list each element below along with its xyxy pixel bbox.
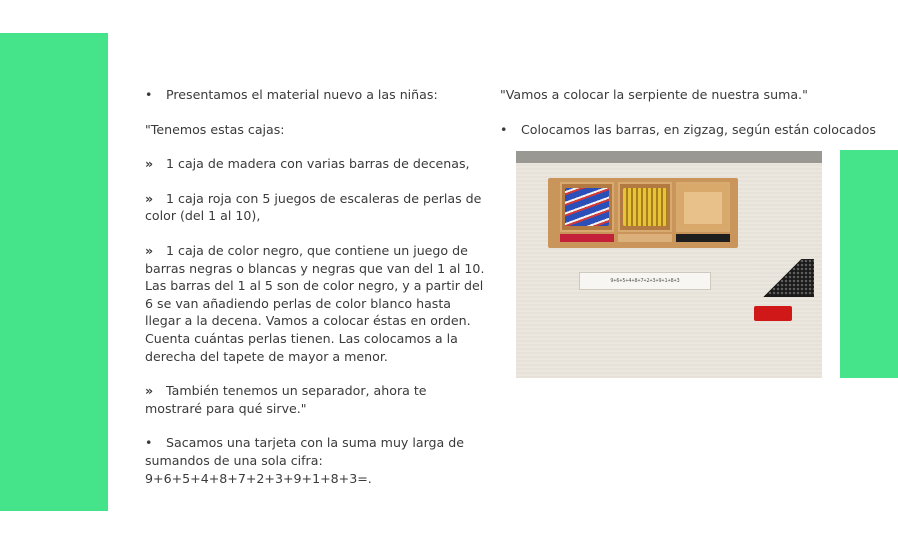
paragraph-black-box — [145, 242, 487, 365]
paragraph-snake-quote: "Vamos a colocar la serpiente de nuestra suma." — [500, 87, 808, 102]
bullet-icon: • — [145, 87, 153, 102]
gold-ten-bars — [623, 188, 667, 226]
bullet-icon: • — [145, 435, 153, 451]
colored-bead-box — [560, 182, 614, 232]
photo-wall — [516, 151, 822, 163]
double-arrow-icon: » — [145, 242, 154, 258]
red-box-text: 1 caja roja con 5 juegos de escaleras de perlas de color (del 1 al 10), — [145, 190, 482, 224]
wood-box-front — [618, 234, 672, 242]
right-accent-bar — [840, 150, 898, 378]
card-text: Sacamos una tarjeta con la suma muy larga de sumandos de una sola cifra: 9+6+5+4+8+7+2+3+9+1+8+3=. — [145, 435, 465, 486]
zigzag-text: Colocamos las barras, en zigzag, según están colocados — [521, 121, 876, 137]
paragraph-card — [145, 434, 487, 487]
bead-texture — [756, 259, 814, 295]
paragraph-intro — [145, 86, 487, 104]
right-text-column — [500, 86, 876, 155]
black-box-front — [676, 234, 730, 242]
paragraph-quote-start: "Tenemos estas cajas: — [145, 121, 285, 137]
red-box-front — [560, 234, 614, 242]
left-text-column — [145, 86, 487, 504]
left-accent-bar — [0, 33, 108, 511]
sum-card: 9+6+5+4+8+7+2+3+9+1+8+3 — [579, 272, 711, 290]
colored-bead-stairs — [565, 188, 609, 226]
empty-box — [676, 182, 730, 232]
red-separator — [754, 306, 792, 321]
double-arrow-icon: » — [145, 156, 154, 172]
bullet-icon: • — [500, 121, 508, 137]
montessori-material-photo — [516, 151, 822, 378]
paragraph-zigzag — [500, 121, 876, 139]
empty-box-bottom — [684, 192, 722, 224]
paragraph-wood-box — [145, 155, 487, 173]
black-box-text: 1 caja de color negro, que contiene un juego de barras negras o blancas y negras que van del 1 al 10. Las barras del 1 al 5 son de color negro, y a partir del 6 se van añadiendo perlas de color blanco hasta llegar a la decena. Vamos a colocar éstas en orden. Cuenta cuántas perlas tienen. Las colocamos a la derecha del tapete de mayor a menor. — [145, 242, 485, 364]
double-arrow-icon: » — [145, 190, 154, 206]
wooden-tray — [548, 178, 738, 248]
paragraph-separator — [145, 382, 487, 417]
intro-text: Presentamos el material nuevo a las niñas: — [166, 87, 438, 102]
paragraph-red-box — [145, 190, 487, 225]
gold-bead-box — [618, 182, 672, 232]
double-arrow-icon: » — [145, 383, 154, 399]
separator-text: También tenemos un separador, ahora te mostraré para qué sirve." — [145, 383, 427, 416]
wood-box-text: 1 caja de madera con varias barras de decenas, — [166, 156, 470, 172]
